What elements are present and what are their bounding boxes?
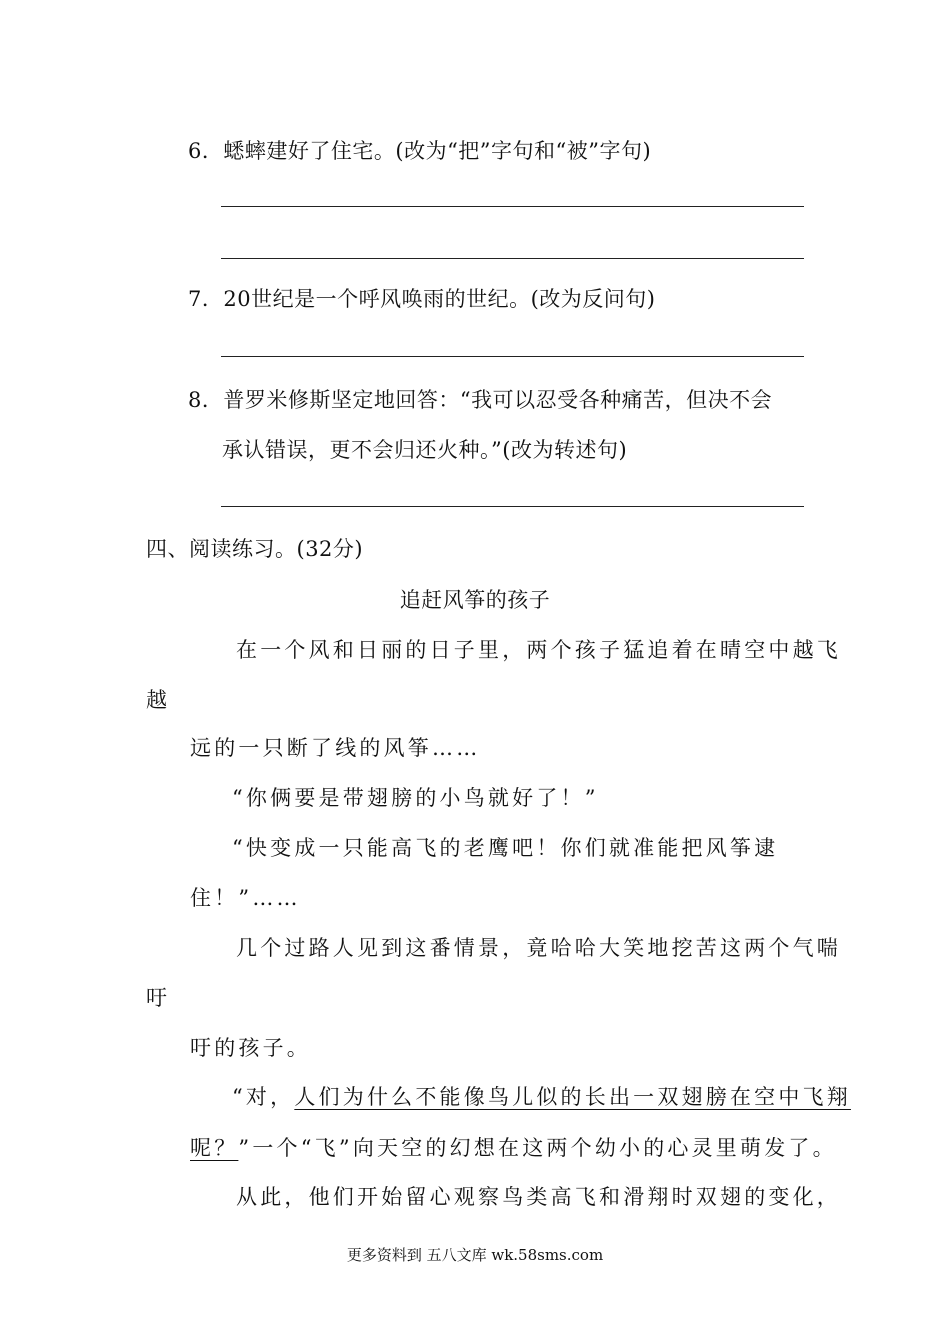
section-heading-text: 四、阅读练习。 (146, 537, 297, 561)
passage-line-6: 住！”…… (190, 886, 301, 910)
footer-watermark: 更多资料到 五八文库 wk.58sms.com (346, 1246, 604, 1264)
question-7-instruction: (改为反问句) (530, 287, 656, 311)
passage-title: 追赶风筝的孩子 (399, 588, 551, 612)
passage-line-2: 越 (146, 688, 171, 712)
answer-line-8[interactable] (221, 506, 804, 507)
question-6-number: 6． (188, 139, 224, 163)
question-8-line-2 (222, 435, 627, 465)
passage-line-3: 远的一只断了线的风筝…… (190, 736, 481, 760)
quote-tail: ”一个“飞”向天空的幻想在这两个幼小的心灵里萌发了。 (238, 1136, 837, 1160)
underlined-question-part-1: 人们为什么不能像鸟儿似的长出一双翅膀在空中飞翔 (294, 1085, 851, 1109)
question-8-text-1: 普罗米修斯坚定地回答：“我可以忍受各种痛苦，但决不会 (223, 388, 773, 412)
question-7-text: 20世纪是一个呼风唤雨的世纪。 (223, 287, 531, 311)
question-8-line-1 (188, 385, 772, 415)
question-7-number: 7． (188, 287, 224, 311)
passage-line-12: 从此，他们开始留心观察鸟类高飞和滑翔时双翅的变化， (236, 1185, 841, 1209)
passage-line-7: 几个过路人见到这番情景，竟哈哈大笑地挖苦这两个气喘 (236, 936, 841, 960)
underlined-question-part-2: 呢？ (190, 1136, 239, 1160)
passage-line-8: 吁 (146, 986, 171, 1010)
section-score: (32分) (296, 537, 364, 561)
passage-line-10 (232, 1082, 851, 1112)
question-6-instruction: (改为“把”字句和“被”字句) (395, 139, 652, 163)
passage-line-4: “你俩要是带翅膀的小鸟就好了！” (232, 786, 599, 810)
quote-lead: “对， (232, 1085, 295, 1109)
question-7 (188, 284, 656, 314)
question-6-text: 蟋蟀建好了住宅。 (223, 139, 396, 163)
question-8-text-2: 承认错误，更不会归还火种。” (222, 438, 503, 462)
answer-line-7[interactable] (221, 356, 804, 357)
answer-line-6a[interactable] (221, 206, 804, 207)
passage-line-1: 在一个风和日丽的日子里，两个孩子猛追着在晴空中越飞 (236, 638, 841, 662)
passage-line-9: 吁的孩子。 (190, 1036, 311, 1060)
answer-line-6b[interactable] (221, 258, 804, 259)
question-6 (188, 136, 651, 166)
question-8-instruction: (改为转述句) (502, 438, 628, 462)
passage-line-5: “快变成一只能高飞的老鹰吧！你们就准能把风筝逮 (232, 836, 779, 860)
question-8-number: 8． (188, 388, 224, 412)
passage-line-11 (190, 1133, 837, 1163)
section-heading (146, 534, 363, 564)
